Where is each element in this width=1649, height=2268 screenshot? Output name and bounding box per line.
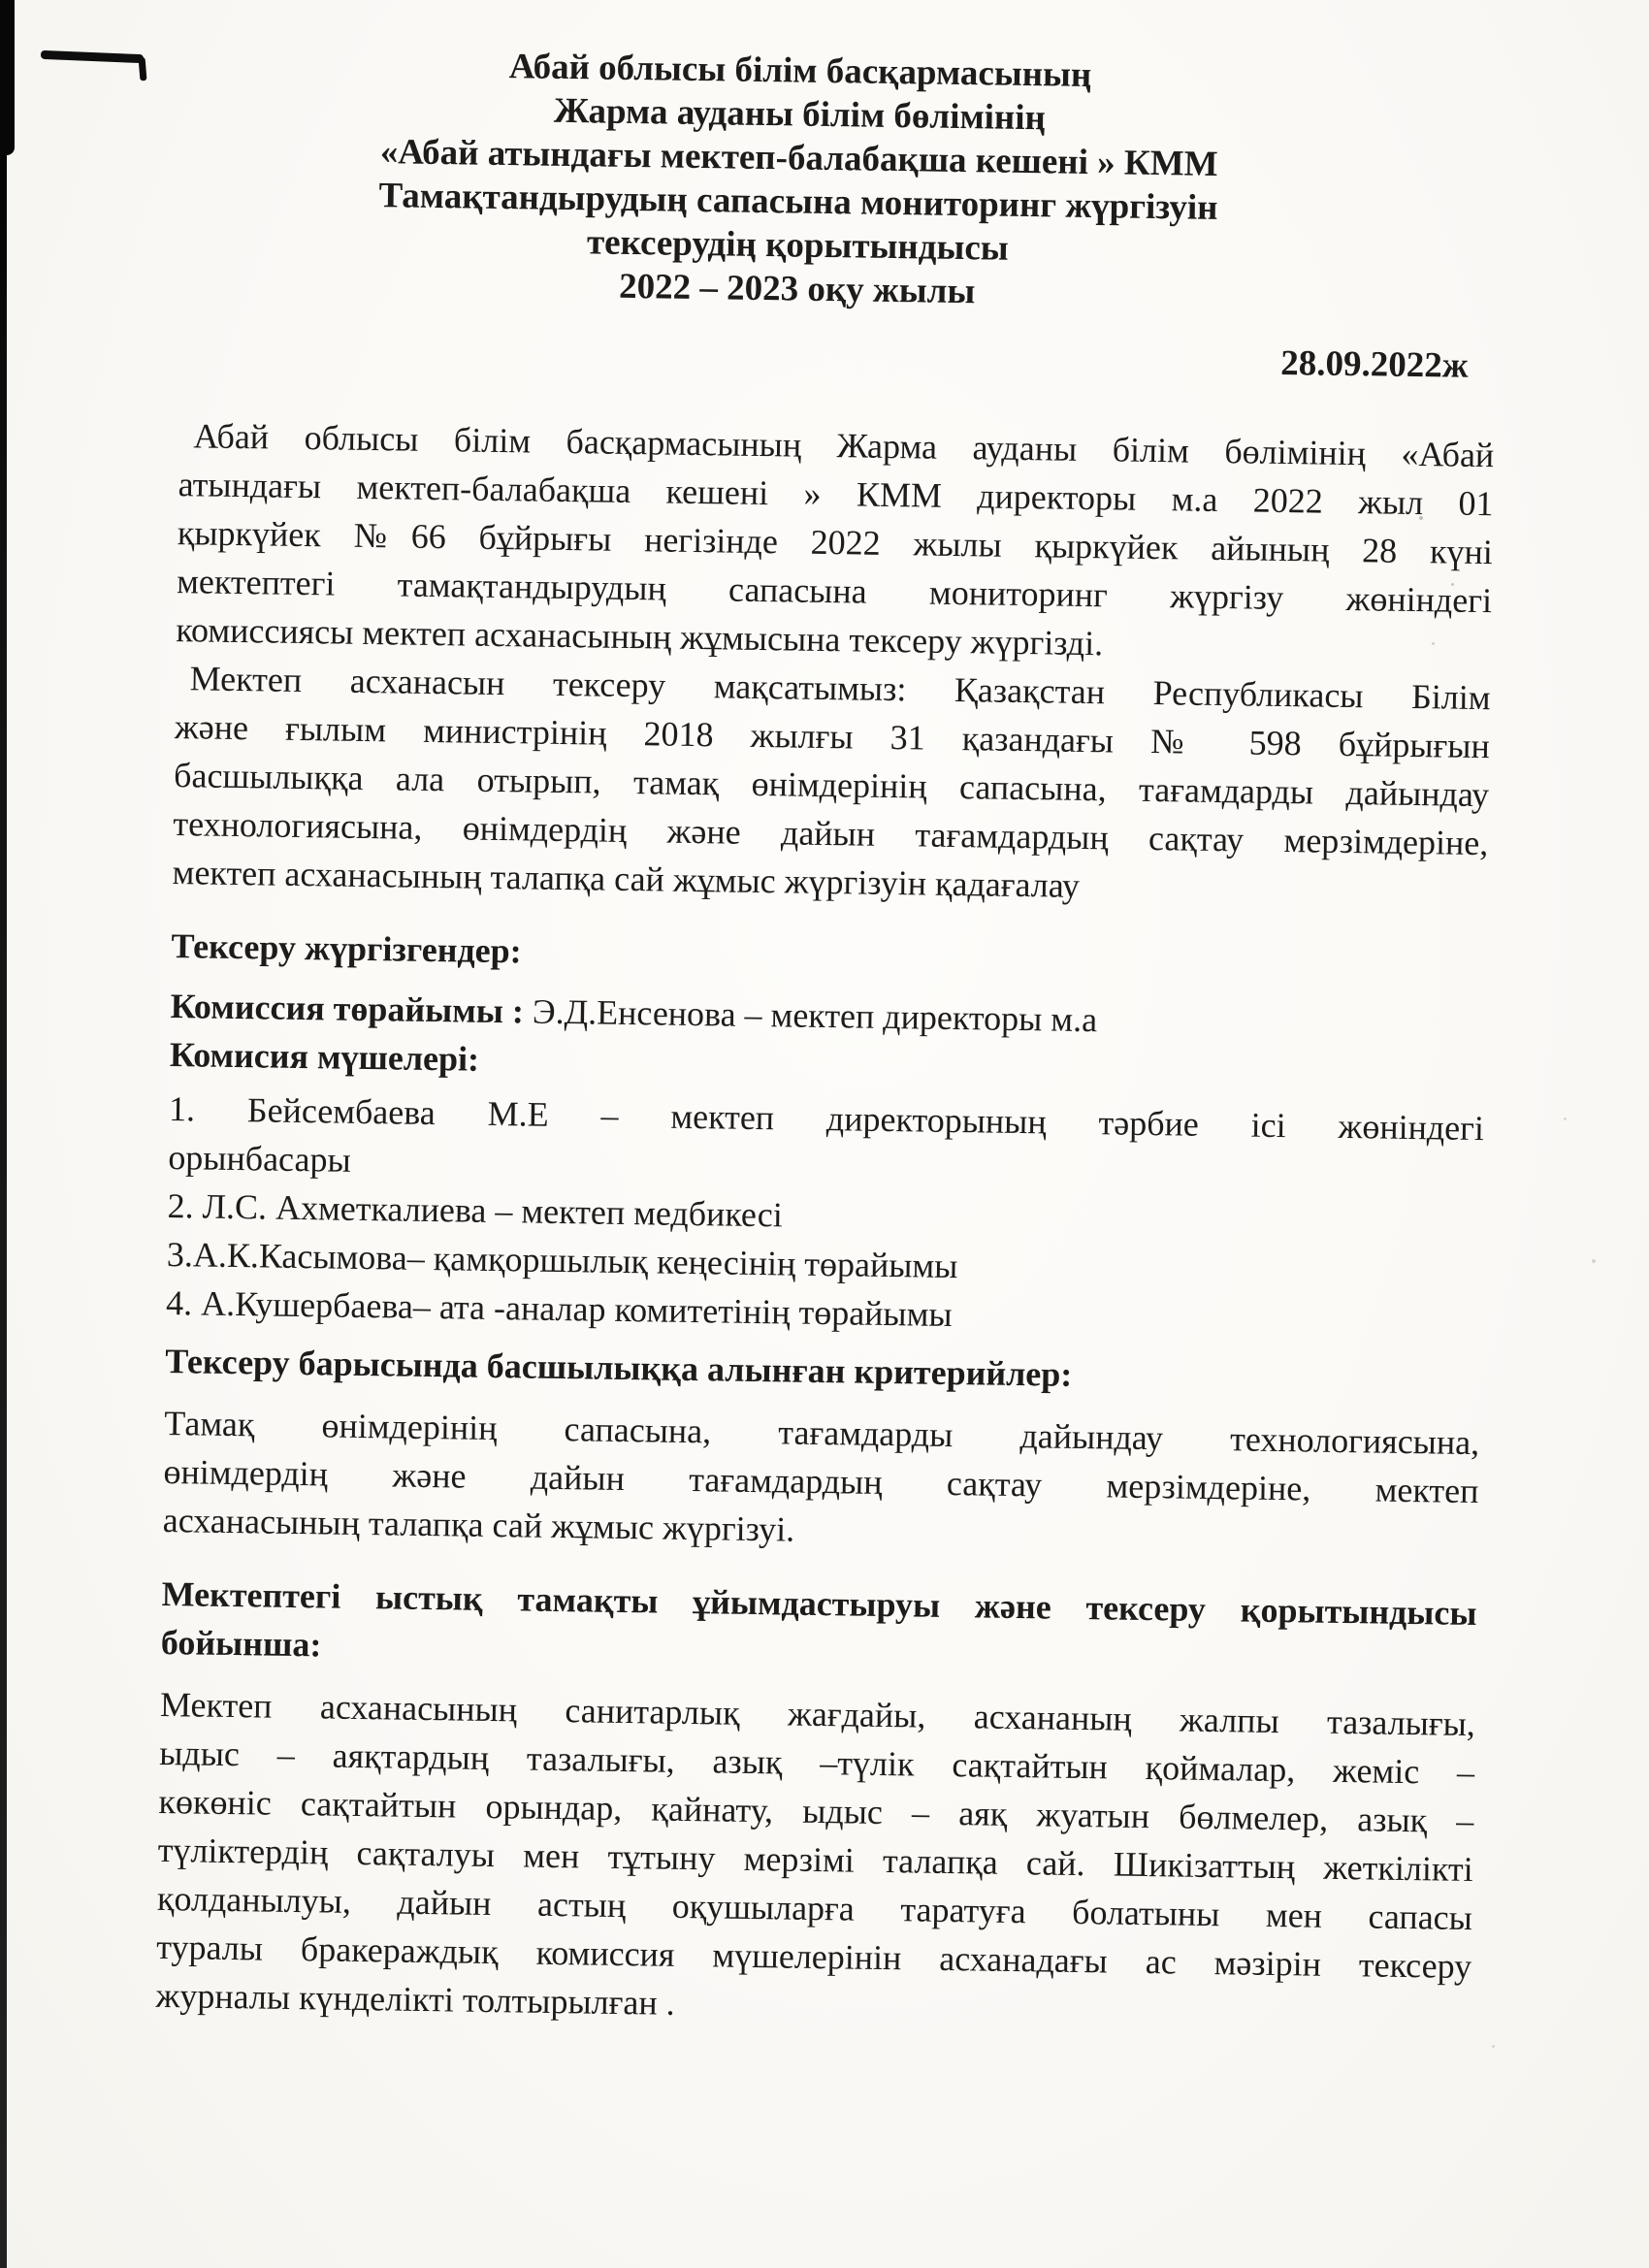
paragraph-line: атындағы мектеп-балабақша кешені » КММ директоры м.а 2022 жыл 01 (178, 465, 1494, 524)
results-heading-line: Мектептегі ыстық тамақты ұйымдастыруы және тексеру қорытындысы (161, 1573, 1477, 1634)
document-date: 28.09.2022ж (1279, 342, 1469, 386)
members-heading: Комисия мүшелері: (169, 1035, 480, 1079)
scan-edge-artifact (0, 0, 7, 2268)
members-list (166, 1085, 1485, 1346)
paragraph-line: қолданылуы, дайын астың оқушыларға таратуға болатыны мен сапасы (156, 1878, 1473, 1938)
paragraph-line: журналы күнделікті толтырылған . (155, 1975, 675, 2023)
title-line-2: Жарма ауданы білім бөлімінің (553, 90, 1047, 139)
paragraph-line: туралы бракераждық комиссия мүшелерінін асханадағы ас мәзірін тексеру (155, 1927, 1472, 1987)
paragraph-line: Абай облысы білім басқармасының Жарма ауданы білім бөлімінің «Абай (193, 416, 1495, 475)
paragraph-line: мектеп асханасының талапқа сай жұмыс жүргізуін қадағалау (172, 853, 1081, 905)
paragraph-basis (176, 411, 1495, 673)
member-item-continuation: орынбасары (168, 1138, 351, 1180)
scan-speck (1592, 1259, 1596, 1263)
member-item: 1. Бейсембаева М.Е – мектеп директорының тәрбие ісі жөніндегі (168, 1089, 1485, 1149)
paragraph-line: көкөніс сақтайтын орындар, қайнату, ыдыс – аяқ жуатын бөлмелер, азық – (158, 1781, 1474, 1841)
title-line-4: Тамақтандырудың сапасына мониторинг жүргізуін (378, 176, 1218, 228)
paragraph-line: және ғылым министрінің 2018 жылғы 31 қазандағы № 598 бұйрығын (174, 707, 1491, 766)
chair-value: Э.Д.Енсенова – мектеп директоры м.а (523, 991, 1098, 1040)
paragraph-line: басшылыққа ала отырып, тамақ өнімдерінің сапасына, тағамдарды дайындау (173, 756, 1490, 815)
title-line-1: Абай облысы білім басқармасының (508, 47, 1092, 96)
pen-mark (41, 50, 144, 63)
member-item: 4. А.Кушербаева– ата -аналар комитетінің төрайымы (165, 1283, 953, 1335)
scan-speck (1564, 1118, 1567, 1120)
paragraph-line: Тамақ өнімдерінің сапасына, тағамдарды дайындау технологиясына, (164, 1403, 1480, 1463)
paragraph-criteria (162, 1399, 1479, 1564)
scan-corner-artifact (0, 0, 15, 155)
paragraph-line: Мектеп асханасын тексеру мақсатымыз: Қазақстан Республикасы Білім (189, 659, 1491, 718)
paragraph-line: технологиясына, өнімдердің және дайын тағамдардың сақтау мерзімдеріне, (173, 804, 1489, 863)
title-line-3: «Абай атындағы мектеп-балабақша кешені » КММ (379, 132, 1218, 184)
paragraph-line: Мектеп асханасының санитарлық жағдайы, асхананың жалпы тазалығы, (159, 1684, 1476, 1744)
paragraph-line: қыркүйек №66 бұйрығы негізінде 2022 жылы қыркүйек айының 28 күні (177, 513, 1494, 572)
results-heading-line: бойынша: (160, 1622, 322, 1665)
paragraph-results (155, 1680, 1475, 2039)
paragraph-line: ыдыс – аяқтардың тазалығы, азық –түлік сақтайтын қоймалар, жеміс – (158, 1733, 1475, 1793)
member-item: 3.А.К.Касымова– қамқоршылық кеңесінің төрайымы (166, 1235, 958, 1286)
chair-label: Комиссия төрайымы : (170, 987, 525, 1031)
paragraph-purpose (172, 654, 1491, 916)
member-item: 2. Л.С. Ахметкалиева – мектеп медбикесі (167, 1186, 784, 1235)
document-content (155, 40, 1500, 2039)
scan-speck (1492, 2045, 1495, 2048)
inspectors-heading: Тексеру жүргізгендер: (171, 926, 523, 971)
paragraph-line: өнімдердің және дайын тағамдардың сақтау мерзімдеріне, мектеп (163, 1451, 1479, 1511)
title-line-5: тексерудің қорытындысы (586, 222, 1010, 269)
paragraph-line: комиссиясы мектеп асханасының жұмысына тексеру жүргізді. (176, 610, 1104, 664)
paragraph-line: түліктердің сақталуы мен тұтыну мерзімі талапқа сай. Шикізаттың жеткілікті (157, 1830, 1473, 1890)
document-title-block (180, 40, 1500, 321)
title-line-6: 2022 – 2023 оқу жылы (618, 266, 976, 312)
paragraph-line: мектептегі тамақтандырудың сапасына мониторинг жүргізу жөніндегі (176, 562, 1493, 621)
paragraph-line: асханасының талапқа сай жұмыс жүргізуі. (162, 1500, 795, 1549)
criteria-heading: Тексеру барысында басшылыққа алынған критерийлер: (164, 1341, 1073, 1394)
results-heading (161, 1570, 1477, 1686)
